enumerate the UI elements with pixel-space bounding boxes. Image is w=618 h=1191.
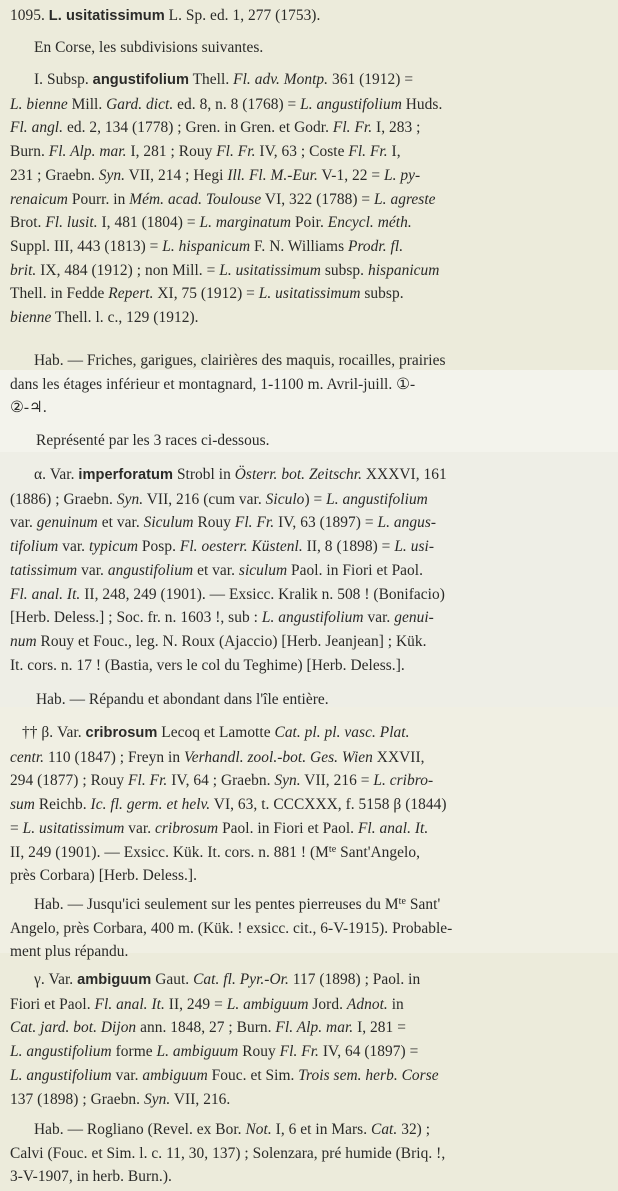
text-run: 32) ; (397, 1121, 431, 1138)
italic-reference: Not. (245, 1121, 272, 1138)
intro-text: En Corse, les subdivisions suivantes. (34, 39, 264, 56)
text-run: dans les étages inférieur et montagnard, 1-1100 m. Avril-juill. ①- (10, 375, 416, 393)
subspecies-habitat (10, 349, 446, 420)
text-run: in (387, 995, 404, 1013)
text-run: Fouc. et Sim. (207, 1066, 299, 1084)
text-run: [Herb. Deless.] ; Soc. fr. n. 1603 !, sub : (10, 609, 262, 627)
text-run: Hab. — Friches, garigues, clairières des maquis, rocailles, prairies (34, 352, 446, 369)
text-run: 3-V-1907, in herb. Burn.). (10, 1168, 172, 1186)
italic-reference: Verhandl. zool.-bot. Ges. Wien (184, 748, 373, 766)
subspecies-line (10, 306, 442, 330)
italic-reference: genui- (394, 609, 434, 627)
text-run: VI, 322 (1788) = (261, 190, 375, 208)
text-run: var. (77, 561, 108, 579)
text-run: Sant' (406, 896, 441, 913)
italic-reference: centr. (10, 748, 45, 766)
italic-reference: L. usitatissimum (258, 285, 361, 303)
subspecies-line (10, 188, 442, 212)
text-run: Lecoq et Lamotte (157, 724, 275, 741)
text-run: VII, 216 = (300, 772, 374, 790)
habitat-line (10, 1165, 445, 1189)
text-run: I, 281 ; Rouy (126, 143, 217, 161)
var-alpha-line (10, 583, 447, 607)
text-run: et var. (97, 514, 144, 532)
italic-reference: L. py- (384, 166, 421, 184)
text-run: Jord. (308, 995, 347, 1013)
text-run: Paol. in Fiori et Paol. (287, 561, 424, 579)
italic-reference: L. agreste (374, 190, 436, 208)
var-gamma-line (10, 968, 439, 993)
italic-reference: L. angustifolium (300, 95, 402, 113)
text-run: Hab. — Jusqu'ici seulement sur les pentes pierreuses du M (34, 896, 399, 913)
italic-reference: L. usitatissimum (219, 261, 321, 279)
taxon-name: cribrosum (85, 725, 158, 741)
italic-reference: hispanicum (367, 261, 440, 279)
italic-reference: L. angustifolium (326, 490, 428, 508)
italic-reference: Cat. pl. pl. vasc. Plat. (274, 724, 410, 741)
italic-reference: Fl. Alp. mar. (275, 1019, 354, 1037)
habitat-line (10, 349, 446, 373)
habitat-line (10, 396, 446, 420)
italic-reference: tatissimum (10, 561, 78, 579)
subspecies-line (10, 282, 442, 306)
italic-reference: sum (10, 796, 35, 814)
italic-reference: Fl. Fr. (279, 1043, 319, 1061)
text-run: I, 6 et in Mars. (271, 1121, 371, 1138)
subspecies-line (10, 211, 442, 235)
italic-reference: L. bienne (10, 95, 68, 113)
text-run: Thell. l. c., 129 (1912). (51, 309, 199, 327)
var-alpha-line (10, 463, 447, 488)
italic-reference: Österr. bot. Zeitschr. (234, 466, 362, 483)
text-run: 294 (1877) ; Rouy (10, 772, 129, 790)
var-beta-line (10, 746, 447, 770)
italic-reference: Fl. anal. It. (10, 585, 81, 603)
italic-reference: L. angus- (377, 514, 437, 532)
italic-reference: Syn. (143, 1090, 171, 1108)
text-run: F. N. Williams (250, 237, 349, 255)
text-run: ment plus répandu. (10, 943, 129, 961)
var-alpha-line (10, 559, 447, 583)
italic-reference: cribrosum (155, 819, 219, 837)
var-beta-line (10, 864, 447, 888)
italic-reference: tifolium (10, 538, 59, 556)
italic-reference: L. angustifolium (10, 1043, 112, 1061)
var-beta-line (10, 769, 447, 793)
var-gamma-line (10, 1016, 439, 1040)
italic-reference: L. angustifolium (10, 1066, 112, 1084)
var-gamma-line (10, 1064, 439, 1088)
italic-reference: Trois sem. herb. Corse (298, 1066, 439, 1084)
text-run: Rouy (238, 1043, 280, 1061)
italic-reference: Fl. Alp. mar. (48, 143, 127, 161)
italic-reference: Fl. lusit. (45, 214, 98, 232)
text-run: Reichb. (34, 796, 91, 814)
text-run: α. Var. (34, 466, 79, 483)
subspecies-line (10, 68, 442, 93)
italic-reference: Fl. angl. (10, 119, 64, 137)
italic-reference: Gard. dict. (106, 95, 174, 113)
text-run: IV, 64 ; Graebn. (167, 772, 275, 790)
italic-reference: num (10, 632, 37, 650)
text-run: Hab. — Rogliano (Revel. ex Bor. (34, 1121, 246, 1138)
italic-reference: L. usitatissimum (22, 819, 125, 837)
text-run: Brot. (10, 214, 46, 232)
var-gamma-block (10, 968, 439, 1111)
italic-reference: Fl. Fr. (332, 119, 373, 137)
represented-note: Représenté par les 3 races ci-dessous. (36, 432, 270, 449)
var-gamma-line (10, 1088, 439, 1112)
var-gamma-line (10, 1040, 439, 1064)
text-run: II, 248, 249 (1901). — Exsicc. Kralik n. 508 ! (Bonifacio) (80, 585, 445, 603)
italic-reference: Mém. acad. Toulouse (129, 190, 262, 208)
text-run: VII, 216 (cum var. (143, 490, 266, 508)
italic-reference: Siculo (265, 490, 305, 508)
text-run: Fiori et Paol. (10, 995, 95, 1013)
subspecies-block (10, 68, 442, 330)
text-run: Burn. (10, 143, 49, 161)
habitat-line (10, 940, 452, 964)
text-run: Calvi (Fouc. et Sim. l. c. 11, 30, 137) ; Solenzara, pré humide (Briq. !, (10, 1144, 446, 1162)
habitat-line (10, 893, 452, 917)
text-run: IV, 63 (1897) = (274, 514, 378, 532)
text-run: forme (111, 1043, 157, 1061)
text-run: XXVII, (372, 748, 425, 766)
text-run: 137 (1898) ; Graebn. (10, 1090, 144, 1108)
text-run: Thell. in Fedde (10, 285, 109, 303)
italic-reference: L. hispanicum (162, 237, 251, 255)
subspecies-line (10, 235, 442, 259)
text-run: subsp. (360, 285, 404, 303)
habitat-line (10, 917, 452, 941)
text-run: ed. 8, n. 8 (1768) = (173, 95, 301, 113)
species-citation: L. Sp. ed. 1, 277 (1753). (164, 7, 321, 24)
italic-reference: Fl. oesterr. Küstenl. (179, 538, 303, 556)
text-run: IV, 64 (1897) = (318, 1043, 419, 1061)
text-run: Mill. (67, 95, 107, 113)
subspecies-line (10, 259, 442, 283)
text-run: ) = (304, 490, 327, 508)
italic-reference: L. marginatum (199, 214, 292, 232)
habitat-line (10, 1142, 445, 1166)
italic-reference: Fl. Fr. (216, 143, 256, 161)
text-run: VII, 214 ; Hegi (125, 166, 228, 184)
text-run: = (10, 819, 23, 837)
italic-reference: Ic. fl. germ. et helv. (90, 796, 211, 814)
taxon-name: ambiguum (77, 972, 152, 988)
text-run: IV, 63 ; Coste (255, 143, 349, 161)
var-gamma-habitat (10, 1118, 445, 1189)
text-run: VI, 63, t. CCCXXX, f. 5158 β (1844) (210, 796, 447, 814)
text-run: Pourr. in (67, 190, 130, 208)
text-run: subsp. (320, 261, 368, 279)
var-beta-line (10, 841, 447, 865)
text-run: V-1, 22 = (317, 166, 385, 184)
text-run: I. Subsp. (34, 71, 93, 88)
italic-reference: L. ambiguum (226, 995, 309, 1013)
text-run: te (398, 896, 406, 907)
text-run: et var. (193, 561, 239, 579)
var-alpha-line (10, 606, 447, 630)
species-heading (10, 4, 320, 29)
italic-reference: Fl. Fr. (348, 143, 388, 161)
text-run: ann. 1848, 27 ; Burn. (136, 1019, 276, 1037)
text-run: Angelo, près Corbara, 400 m. (Kük. ! exsicc. cit., 6-V-1915). Probable- (10, 919, 453, 937)
text-run: ed. 2, 134 (1778) ; Gren. in Gren. et Godr. (63, 119, 333, 137)
text-run: XXXVI, 161 (361, 466, 447, 483)
text-run: Poir. (291, 214, 328, 232)
text-run: Strobl in (173, 466, 235, 483)
italic-reference: Fl. adv. Montp. (233, 71, 329, 88)
italic-reference: Syn. (274, 772, 301, 790)
text-run: 117 (1898) ; Paol. in (288, 971, 421, 988)
italic-reference: Siculum (143, 514, 194, 532)
italic-reference: angustifolium (107, 561, 194, 579)
taxon-name: imperforatum (78, 467, 174, 483)
italic-reference: ambiguum (142, 1066, 208, 1084)
text-run: var. (10, 514, 37, 532)
subspecies-line (10, 140, 442, 164)
italic-reference: brit. (10, 261, 37, 279)
text-run: Sant'Angelo, (336, 843, 421, 861)
italic-reference: Encycl. méth. (327, 214, 412, 232)
text-run: IX, 484 (1912) ; non Mill. = (36, 261, 220, 279)
var-alpha-line (10, 535, 447, 559)
text-run: Rouy et Fouc., leg. N. Roux (Ajaccio) [Herb. Jeanjean] ; Kük. (36, 632, 427, 650)
italic-reference: Fl. Fr. (128, 772, 168, 790)
text-run: II, 249 (1901). — Exsicc. Kük. It. cors. n. 881 ! (M (10, 843, 329, 861)
italic-reference: Syn. (116, 490, 144, 508)
text-run: †† β. Var. (22, 724, 86, 741)
subspecies-line (10, 116, 442, 140)
text-run: var. (111, 1066, 143, 1084)
italic-reference: L. usi- (394, 538, 435, 556)
italic-reference: Cat. jard. bot. Dijon (10, 1019, 137, 1037)
text-run: II, 249 = (164, 995, 227, 1013)
text-run: Posp. (138, 538, 180, 556)
var-alpha-block (10, 463, 447, 677)
italic-reference: Fl. anal. It. (94, 995, 165, 1013)
text-run: Thell. (188, 71, 234, 88)
text-run: ②-♃. (10, 399, 47, 417)
italic-reference: Repert. (108, 285, 154, 303)
text-run: I, 481 (1804) = (97, 214, 200, 232)
text-run: Huds. (401, 95, 443, 113)
habitat-line (10, 373, 446, 397)
italic-reference: Fl. anal. It. (357, 819, 429, 837)
var-beta-line (10, 817, 447, 841)
italic-reference: Prodr. fl. (348, 237, 404, 255)
text-run: 110 (1847) ; Freyn in (44, 748, 185, 766)
text-run: γ. Var. (34, 971, 78, 988)
italic-reference: genuinum (36, 514, 98, 532)
text-run: Gaut. (151, 971, 194, 988)
text-run: 231 ; Graebn. (10, 166, 99, 184)
species-number: 1095. (10, 7, 45, 24)
var-beta-line (10, 721, 447, 746)
italic-reference: Adnot. (346, 995, 388, 1013)
text-run: I, (387, 143, 401, 161)
italic-reference: Cat. (371, 1121, 398, 1138)
habitat-line (10, 1118, 445, 1142)
text-run: I, 281 = (353, 1019, 406, 1037)
text-run: près Corbara) [Herb. Deless.]. (10, 867, 197, 885)
species-name: L. usitatissimum (48, 8, 165, 24)
var-alpha-line (10, 488, 447, 512)
subspecies-line (10, 93, 442, 117)
text-run: var. (58, 538, 89, 556)
text-run: XI, 75 (1912) = (153, 285, 259, 303)
var-gamma-line (10, 993, 439, 1017)
italic-reference: Ill. Fl. M.-Eur. (227, 166, 318, 184)
italic-reference: typicum (88, 538, 139, 556)
text-run: It. cors. n. 17 ! (Bastia, vers le col du Teghime) [Herb. Deless.]. (10, 656, 405, 674)
taxon-name: angustifolium (92, 72, 189, 88)
italic-reference: Syn. (98, 166, 126, 184)
text-run: Suppl. III, 443 (1813) = (10, 237, 163, 255)
var-alpha-line (10, 511, 447, 535)
text-run: var. (363, 609, 395, 627)
var-alpha-line (10, 654, 447, 678)
text-run: II, 8 (1898) = (302, 538, 395, 556)
italic-reference: L. angustifolium (261, 609, 364, 627)
italic-reference: Fl. Fr. (234, 514, 275, 532)
text-run: I, 283 ; (372, 119, 421, 137)
text-run: Rouy (193, 514, 235, 532)
var-alpha-habitat: Hab. — Répandu et abondant dans l'île entière. (36, 691, 329, 708)
var-beta-habitat (10, 893, 452, 964)
var-alpha-line (10, 630, 447, 654)
var-beta-block (10, 721, 447, 888)
italic-reference: Cat. fl. Pyr.-Or. (193, 971, 289, 988)
text-run: var. (124, 819, 156, 837)
text-run: (1886) ; Graebn. (10, 490, 117, 508)
var-beta-line (10, 793, 447, 817)
subspecies-line (10, 164, 442, 188)
italic-reference: bienne (10, 309, 52, 327)
italic-reference: siculum (238, 561, 288, 579)
text-run: VII, 216. (170, 1090, 231, 1108)
text-run: te (328, 843, 337, 855)
text-run: 361 (1912) = (328, 71, 414, 88)
italic-reference: L. ambiguum (156, 1043, 239, 1061)
italic-reference: renaicum (10, 190, 68, 208)
italic-reference: L. cribro- (373, 772, 434, 790)
text-run: Paol. in Fiori et Paol. (218, 819, 358, 837)
